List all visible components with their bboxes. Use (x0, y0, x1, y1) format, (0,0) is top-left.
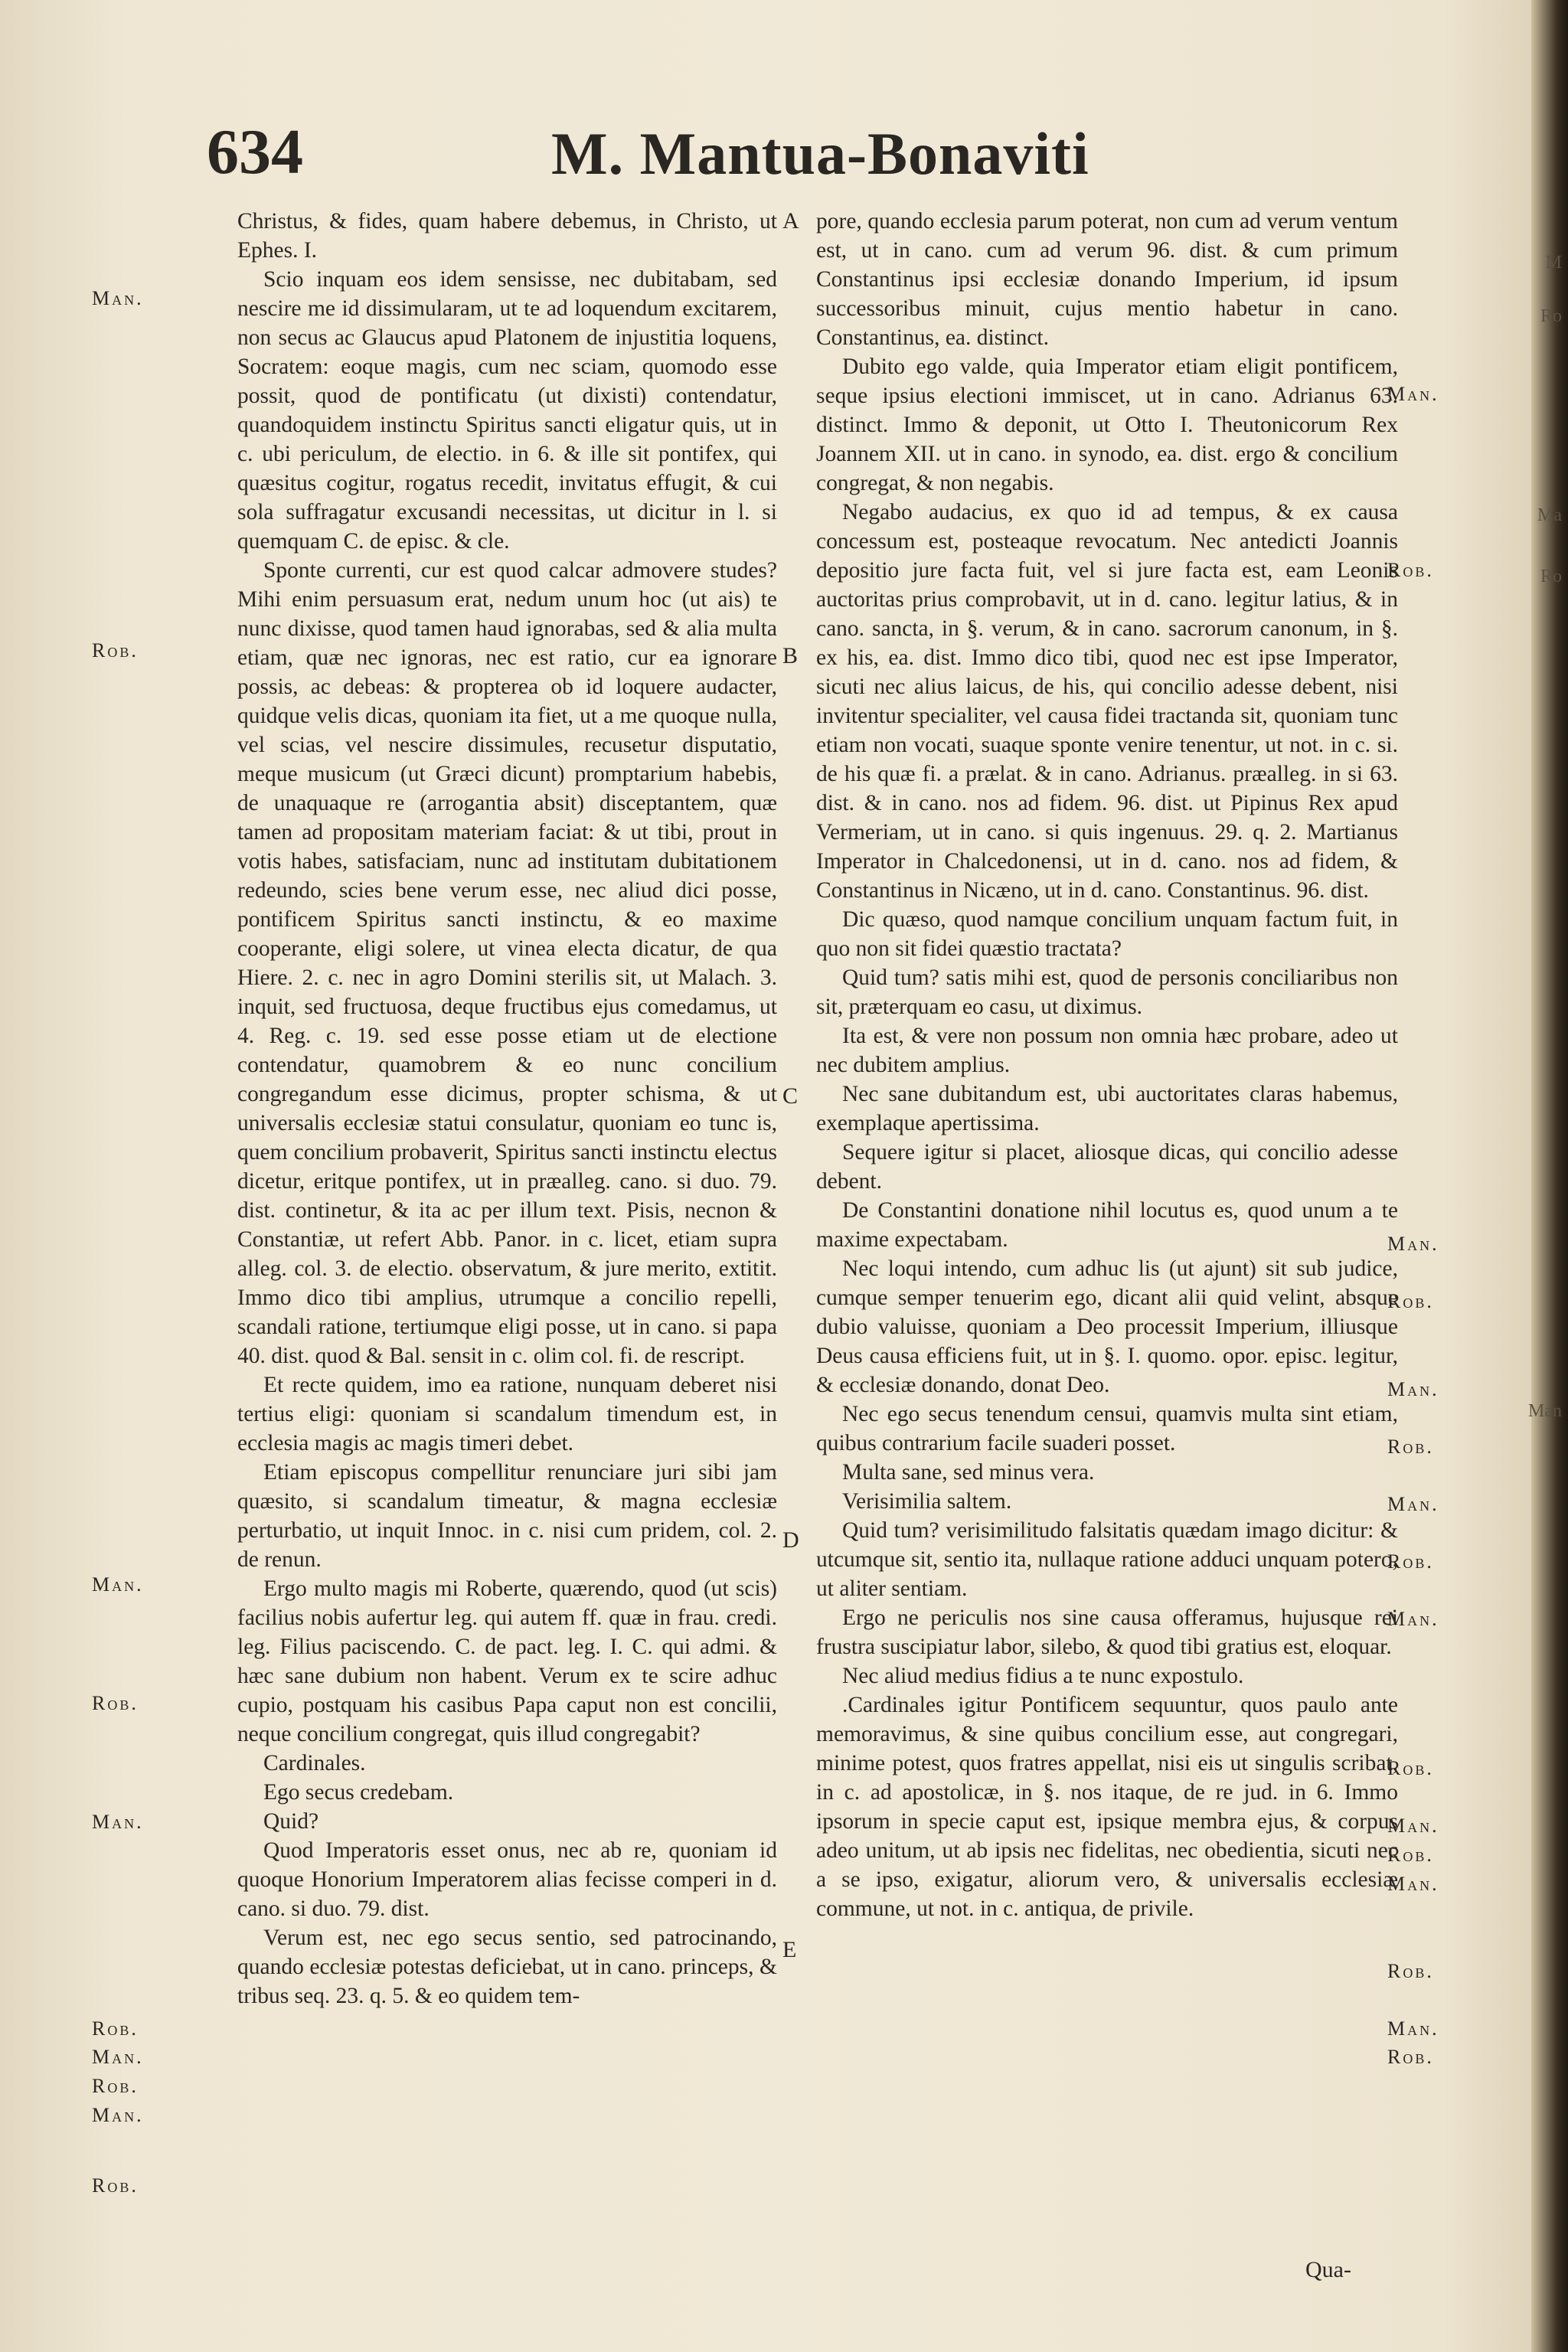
speaker-label: Man. (1387, 1493, 1439, 1515)
paragraph: Negabo audacius, ex quo id ad tempus, & ex causa concessum est, posteaque revocatum. Nec antedicti Joannis depositio jure facta fuit, vel si jure facta est, eam Leonis auctoritas prius comprobavit, ut in d. cano. legitur latius, & in cano. sancta, in §. verum, & in cano. sacrorum canonum, in §. ex his, ea. dist. Immo dico tibi, quod nec est ipse Imperator, sicuti nec alius laicus, de his, qui concilio adesse debent, nisi invitentur specialiter, vel causa fidei tractanda sit, quoniam tunc etiam non vocati, suaque sponte venire tenentur, ut not. in c. si. de his quæ fi. a prælat. & in cano. Adrianus. præalleg. in si 63. dist. & in cano. nos ad fidem. 96. dist. ut Pipinus Rex apud Vermeriam, ut in cano. si quis ingenuus. 29. q. 2. Martianus Imperator in Chalcedonensi, ut in d. cano. nos ad fidem, & Constantinus in Nicæno, ut in d. cano. Constantinus. 96. dist. (816, 500, 1398, 903)
speaker-label: Rob. (1387, 1290, 1434, 1312)
paragraph: Nec loqui intendo, cum adhuc lis (ut ajunt) sit sub judice, cumque semper tenuerim ego, dicant alii quid velint, absque dubio valuisse, quoniam a Deo processit Imperium, illiusque Deus causa efficiens fuit, ut in §. I. quomo. opor. episc. legitur, & ecclesiæ donando, donat Deo. (816, 1256, 1398, 1397)
speaker-label: Rob. (92, 2075, 139, 2097)
paragraph: Quid tum? satis mihi est, quod de personis conciliaribus non sit, præterquam eo casu, ut diximus. (816, 965, 1398, 1019)
speaker-label: Man. (1387, 1378, 1439, 1400)
paragraph: Etiam episcopus compellitur renunciare juri sibi jam quæsito, si scandalum timeatur, & magna ecclesiæ perturbatio, ut inquit Innoc. in c. nisi cum pridem, col. 2. de renun. (237, 1460, 777, 1572)
left-text-column (237, 207, 777, 2011)
speaker-label: Rob. (1387, 1550, 1434, 1573)
next-page-edge (1528, 0, 1568, 2352)
edge-mark: M (1545, 253, 1562, 273)
speaker-label: Rob. (1387, 559, 1434, 581)
paragraph: Quid tum? verisimilitudo falsitatis quædam imago dicitur: & utcumque sit, sentio ita, nullaque ratione adduci unquam potero, ut aliter sentiam. (816, 1518, 1398, 1601)
speaker-label: Man. (92, 2046, 144, 2068)
paragraph: Quid? (263, 1809, 319, 1834)
paragraph: Quod Imperatoris esset onus, nec ab re, quoniam id quoque Honorium Imperatorem alias fecisse comperi in d. cano. si duo. 79. dist. (237, 1838, 777, 1921)
speaker-label: Man. (92, 1573, 144, 1596)
paragraph: Verisimilia saltem. (842, 1489, 1012, 1514)
speaker-label: Man. (1387, 1233, 1439, 1255)
right-text-column (816, 207, 1398, 1923)
paragraph: Dic quæso, quod namque concilium unquam factum fuit, in quo non sit fidei quæstio tractata? (816, 907, 1398, 961)
paragraph: pore, quando ecclesia parum poterat, non cum ad verum ventum est, ut in cano. cum ad verum 96. dist. & cum primum Constantinus ipsi ecclesiæ donando Imperium, id ipsum successoribus minuit, cujus mentio habetur in cano. Constantinus, ea. distinct. (816, 209, 1398, 350)
paragraph: Ergo ne periculis nos sine causa offeramus, hujusque rei frustra suscipiatur labor, silebo, & quod tibi gratius est, eloquar. (816, 1606, 1398, 1659)
paragraph: Dubito ego valde, quia Imperator etiam eligit pontificem, seque ipsius electioni immiscet, ut in cano. Adrianus 63. distinct. Immo & deponit, ut Otto I. Theutonicorum Rex Joannem XII. ut in cano. in synodo, ea. dist. ergo & concilium congregat, & non negabis. (816, 354, 1398, 495)
paragraph: Nec aliud medius fidius a te nunc expostulo. (842, 1664, 1244, 1688)
paragraph: Ita est, & vere non possum non omnia hæc probare, adeo ut nec dubitem amplius. (816, 1024, 1398, 1077)
speaker-label: Man. (1387, 1608, 1439, 1630)
speaker-label: Rob. (92, 639, 139, 662)
speaker-label: Man. (1387, 1873, 1439, 1895)
speaker-label: Man. (92, 2104, 144, 2126)
paragraph: Sponte currenti, cur est quod calcar admovere studes? Mihi enim persuasum erat, nedum unum hoc (ut ais) te nunc dixisse, quod tamen haud ignorabas, sed & alia multa etiam, quæ nec ignoras, nec est ratio, cur ea ignorare possis, ac debeas: & propterea ob id loquere audacter, quidque velis dicas, quoniam ita fiet, ut a me quoque nulla, vel scias, vel nescire dissimules, recusetur disputatio, meque musicum (ut Græci dicunt) promptarium habebis, de unaquaque re (arrogantia absit) disceptantem, quæ tamen ad propositam materiam faciat: & ut tibi, prout in votis habes, satisfaciam, nunc ad institutam dubitationem redeundo, scies bene verum esse, nec aliud dici posse, pontificem Spiritus sancti instinctu, & eo maxime cooperante, eligi solere, ut vinea electa dicatur, de qua Hiere. 2. c. nec in agro Domini sterilis sit, ut Malach. 3. inquit, sed fructuosa, deque fructibus ejus comedamus, ut 4. Reg. c. 19. sed esse posse etiam ut de electione contendatur, quamobrem & eo nunc concilium congregandum esse dicimus, propter schisma, & ut universalis ecclesiæ statui consulatur, quoniam eo tunc is, quem concilium probaverit, Spiritus sancti instinctu electus dicetur, eritque pontifex, ut in præalleg. cano. si duo. 79. dist. continetur, & ita ac per illum text. Pisis, necnon & Constantiæ, ut refert Abb. Panor. in c. licet, etiam supra alleg. col. 3. de electio. observatum, & jure merito, extitit. Immo dico tibi amplius, utrumque a concilio repelli, scandali ratione, tertiumque eligi posse, ut in cano. si papa 40. dist. quod & Bal. sensit in c. olim col. fi. de rescript. (237, 558, 777, 1368)
paragraph: Sequere igitur si placet, aliosque dicas, qui concilio adesse debent. (816, 1140, 1398, 1194)
speaker-label: Rob. (92, 2174, 139, 2197)
section-letter: E (782, 1937, 797, 1962)
edge-mark: Ro (1540, 567, 1562, 586)
page-number: 634 (207, 116, 303, 188)
section-letter: D (782, 1527, 799, 1553)
paragraph: De Constantini donatione nihil locutus es, quod unum a te maxime expectabam. (816, 1198, 1398, 1252)
edge-mark: Man (1528, 1401, 1562, 1421)
speaker-label: Rob. (1387, 1436, 1434, 1458)
speaker-label: Rob. (92, 1692, 139, 1714)
paragraph: Ego secus credebam. (263, 1780, 454, 1805)
paragraph: Et recte quidem, imo ea ratione, nunquam deberet nisi tertius eligi: quoniam si scandalum timendum est, in ecclesia magis ac magis timeri debet. (237, 1373, 777, 1455)
section-letter: C (782, 1083, 799, 1109)
section-letter: B (782, 643, 799, 668)
speaker-label: Man. (1387, 383, 1439, 405)
speaker-label: Rob. (1387, 1960, 1434, 1982)
paragraph: Multa sane, sed minus vera. (842, 1460, 1095, 1485)
speaker-label: Man. (1387, 1815, 1439, 1837)
paragraph: Cardinales. (263, 1751, 366, 1775)
speaker-label: Man. (92, 287, 144, 309)
speaker-label: Rob. (92, 2017, 139, 2040)
paragraph: .Cardinales igitur Pontificem sequuntur, quos paulo ante memoravimus, & sine quibus concilium esse, aut congregari, minime potest, quos fratres appellat, nisi eis ut singulis scribat, in c. ad apostolicæ, in §. nos itaque, de re jud. in 6. Immo ipsorum in specie caput est, ipsique membra ejus, & corpus adeo unitum, ut ab ipsis nec fidelitas, nec obedientia, sicuti nec a se ipso, exigatur, aliorum vero, & universalis ecclesiæ commune, ut not. in c. antiqua, de privile. (816, 1693, 1398, 1921)
paragraph: Verum est, nec ego secus sentio, sed patrocinando, quando ecclesiæ potestas deficiebat, ut in cano. princeps, & tribus seq. 23. q. 5. & eo quidem tem- (237, 1926, 777, 2008)
edge-mark: Ro (1540, 306, 1562, 326)
speaker-label: Man. (1387, 2017, 1439, 2040)
speaker-label: Rob. (1387, 1844, 1434, 1866)
page-header (207, 115, 1110, 199)
speaker-label: Rob. (1387, 2046, 1434, 2068)
section-letter: A (782, 208, 799, 234)
paragraph: Christus, & fides, quam habere debemus, in Christo, ut Ephes. I. (237, 209, 777, 263)
catchword: Qua- (1305, 2257, 1351, 2282)
speaker-label: Rob. (1387, 1757, 1434, 1779)
edge-mark: Ma (1537, 505, 1562, 525)
paragraph: Scio inquam eos idem sensisse, nec dubitabam, sed nescire me id dissimularam, ut te ad loquendum excitarem, non secus ac Glaucus apud Platonem de injustitia loquens, Socratem: eoque magis, cum nec sciam, quomodo esse possit, quod de pontificatu (ut dixisti) contendatur, quandoquidem instinctu Spiritus sancti eligatur quis, ut in c. ubi periculum, de electio. in 6. & ille sit pontifex, qui quæsitus cogitur, rogatus recedit, invitatus effugit, & cui sola suffragatur excusandi necessitas, ut dicitur in l. si quemquam C. de episc. & cle. (237, 267, 777, 554)
paragraph: Ergo multo magis mi Roberte, quærendo, quod (ut scis) facilius nobis aufertur leg. qui autem ff. quæ in frau. credi. leg. Filius paciscendo. C. de pact. leg. I. C. qui admi. & hæc sane dubium non habent. Verum ex te scire adhuc cupio, postquam his casibus Papa caput non est concilii, neque concilium congregat, quis illud congregabit? (237, 1576, 777, 1746)
running-title: M. Mantua-Bonaviti (551, 120, 1089, 187)
paragraph: Nec ego secus tenendum censui, quamvis multa sint etiam, quibus contrarium facile suaderi posset. (816, 1402, 1398, 1455)
speaker-label: Man. (92, 1811, 144, 1833)
paragraph: Nec sane dubitandum est, ubi auctoritates claras habemus, exemplaque apertissima. (816, 1082, 1398, 1135)
